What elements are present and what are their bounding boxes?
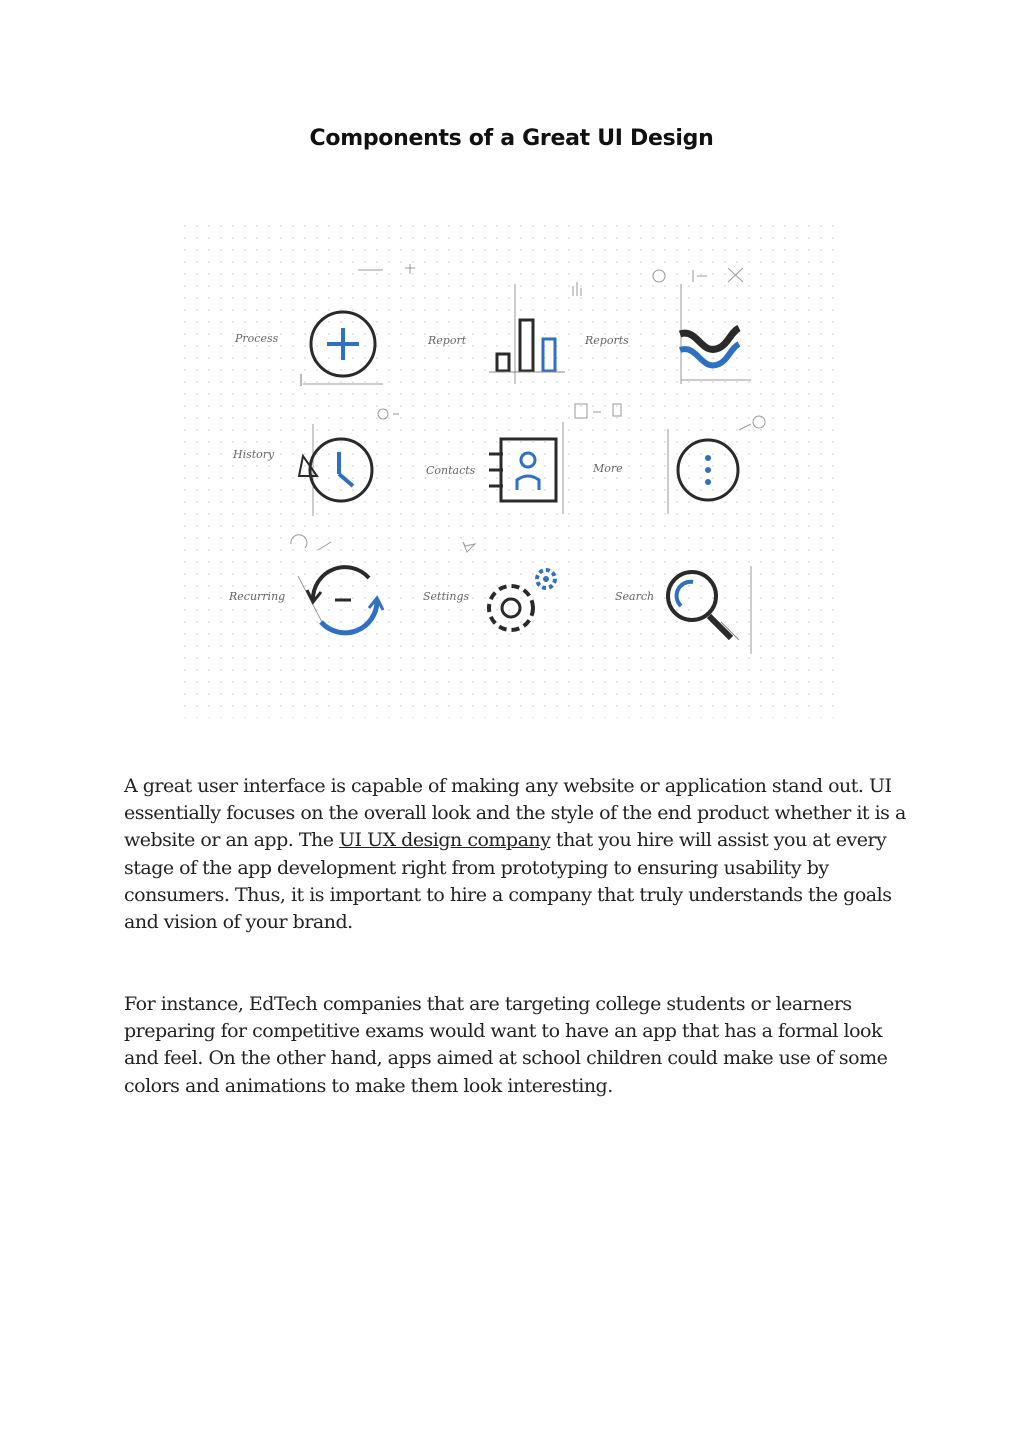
icon-label-report: Report [428,334,467,347]
page-title: Components of a Great UI Design [309,126,714,151]
icon-label-history: History [233,448,275,461]
paragraph-1-text-start: A great user interface is capable of making any website or application stand out. UI essentially focuses on the overall look and the style of the end product whether it is a website or an app. The [124,775,906,852]
ui-ux-design-company-link[interactable]: UI UX design company [339,829,551,852]
paragraph-2: For instance, EdTech companies that are targeting college students or learners preparing for competitive exams would want to have an app that has a formal look and feel. On the other hand, apps aimed at school children could make use of some colors and animations to make them look interesting. [124,993,888,1097]
dot-grid-background [183,224,843,718]
icon-sketch-figure [183,224,843,718]
paragraph-1-text-end: that you hire will assist you at every stage of the app development right from prototyping to ensuring usability by consumers. Thus, it is important to hire a company that truly understands the goals and vision of your brand. [124,829,892,934]
icon-label-process: Process [235,332,279,345]
paragraph-1 [124,773,909,936]
icon-label-recurring: Recurring [229,590,286,603]
icon-label-search: Search [615,590,655,603]
icon-label-more: More [593,462,623,475]
icon-label-settings: Settings [423,590,470,603]
icon-label-reports: Reports [585,334,629,347]
icon-label-contacts: Contacts [426,464,476,477]
icon-sketch-drawing [183,224,843,718]
